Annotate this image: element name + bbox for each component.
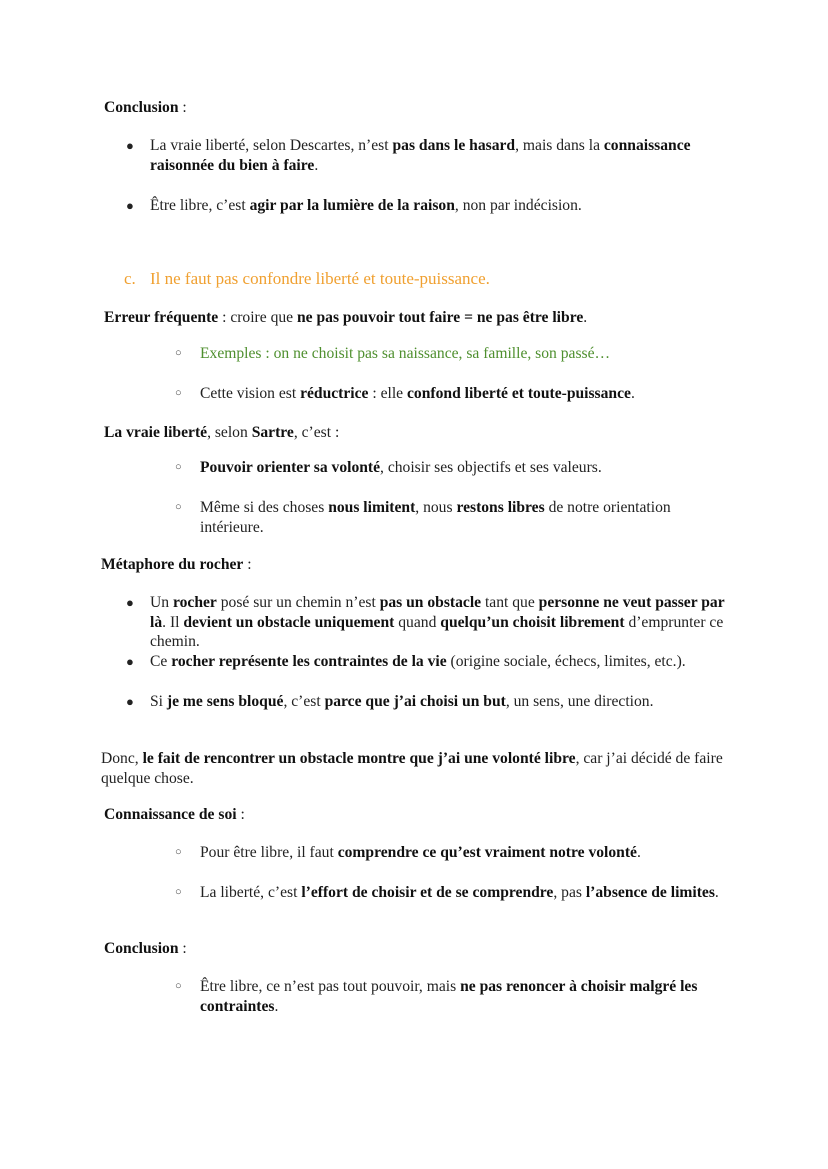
bold-text: devient un obstacle uniquement [183,613,395,631]
text-segment: . [636,844,641,861]
bullet-icon: ● [126,138,134,153]
bold-text: quelqu’un choisit librement [440,613,625,631]
text-segment: posé sur un chemin n’est [216,594,380,611]
text-segment: . Il [162,613,184,631]
bold-text: La vraie liberté [104,424,208,441]
text-segment: La liberté, c’est [200,884,302,901]
circle-bullet-icon: ○ [175,387,182,399]
bold-text: Pouvoir orienter sa volonté [200,459,381,476]
bold-text: parce que j’ai choisi un but [324,693,506,710]
bullet-list-item [150,593,730,652]
bullet-icon: ● [126,595,134,610]
bold-text: comprendre ce qu’est vraiment notre volonté [337,844,637,861]
sub-list-item [200,458,725,478]
text-segment: , mais dans la [515,137,604,154]
text-segment: . [714,884,719,901]
bold-text: connaissance raisonnée du bien à faire [150,137,691,174]
circle-bullet-icon: ○ [175,347,182,359]
bold-text: Métaphore du rocher [101,556,244,573]
text-segment: Si [150,693,167,710]
bold-text: pas un obstacle [379,594,482,611]
sub-list-item [200,384,725,404]
text-segment: , c’est : [293,424,340,441]
text-segment: (origine sociale, échecs, limites, etc.). [446,653,686,670]
bullet-list-item [150,692,730,712]
circle-bullet-icon: ○ [175,980,182,992]
text-segment: tant que [481,594,539,611]
text-segment: La vraie liberté, selon Descartes, n’est [150,137,393,154]
text-segment: . [274,997,279,1015]
bold-text: restons libres [456,499,545,516]
bullet-icon: ● [126,198,134,213]
sub-list-item [200,883,725,903]
bold-text: ne pas renoncer à choisir malgré les contraintes [200,978,698,1015]
text-segment: , un sens, une direction. [505,693,654,710]
text-segment: Donc, [101,750,143,767]
section-paragraph [104,939,744,959]
text-segment: , selon [207,424,252,441]
bold-text: l’effort de choisir et de se comprendre [301,884,554,901]
sub-list-item [200,498,725,537]
bold-text: confond liberté et toute-puissance [407,385,631,402]
bold-text: nous limitent [328,499,416,516]
text-segment: , choisir ses objectifs et ses valeurs. [380,459,602,476]
section-paragraph [104,98,744,118]
bold-text: pas dans le hasard [392,137,516,154]
text-segment: : [178,99,187,116]
text-segment: Cette vision est [200,385,301,402]
bold-text: l’absence de limites [585,884,715,901]
section-paragraph [101,555,741,575]
text-segment: quand [394,613,441,631]
text-segment: Ce [150,653,172,670]
bullet-list-item [150,136,730,175]
text-segment: : [178,940,187,957]
circle-bullet-icon: ○ [175,886,182,898]
text-segment: . [630,385,635,402]
text-segment: , nous [415,499,457,516]
section-paragraph [104,308,744,328]
sub-list-item [200,977,725,1016]
bold-text: réductrice [300,385,369,402]
text-segment: Être libre, c’est [150,197,250,214]
sub-list-item [200,344,725,364]
text-segment: , pas [553,884,586,901]
heading-marker: c. [124,269,136,288]
text-segment: , car j’ai décidé de faire quelque chose. [101,750,723,787]
bullet-list-item [150,652,730,672]
bold-text: je me sens bloqué [166,693,284,710]
bold-text: Conclusion [104,940,179,957]
sub-list-item [200,843,725,863]
text-segment: : croire que [218,309,297,326]
text-segment: . [314,156,319,174]
section-heading [150,269,730,289]
text-segment: . [583,309,588,326]
text-segment: d’emprunter ce chemin. [150,613,724,651]
bullet-icon: ● [126,694,134,709]
bold-text: Conclusion [104,99,179,116]
bold-text: le fait de rencontrer un obstacle montre que j’ai une volonté libre [142,750,576,767]
section-paragraph [104,423,744,443]
circle-bullet-icon: ○ [175,501,182,513]
bold-text: Connaissance de soi [104,806,237,823]
bold-text: rocher [172,594,217,611]
text-segment: Être libre, ce n’est pas tout pouvoir, mais [200,978,461,995]
text-segment: : [236,806,245,823]
bold-text: agir par la lumière de la raison [249,197,455,214]
text-segment: Exemples : on ne choisit pas sa naissance, sa famille, son passé… [200,345,611,362]
circle-bullet-icon: ○ [175,846,182,858]
text-segment: : [243,556,252,573]
section-paragraph [101,749,741,788]
bold-text: rocher représente les contraintes de la vie [171,653,447,670]
bullet-icon: ● [126,654,134,669]
circle-bullet-icon: ○ [175,461,182,473]
text-segment: Un [150,594,173,611]
section-paragraph [104,805,744,825]
bullet-list-item [150,196,730,216]
bold-text: ne pas pouvoir tout faire = ne pas être libre [297,309,584,326]
text-segment: de notre orientation intérieure. [200,499,671,536]
text-segment: , non par indécision. [454,197,582,214]
bold-text: Sartre [251,424,294,441]
bold-text: personne ne veut passer par là [150,594,725,631]
text-segment: , c’est [283,693,325,710]
text-segment: Il ne faut pas confondre liberté et toute-puissance. [150,269,490,288]
text-segment: Pour être libre, il faut [200,844,338,861]
text-segment: Même si des choses [200,499,329,516]
bold-text: Erreur fréquente [104,309,219,326]
text-segment: : elle [368,385,408,402]
